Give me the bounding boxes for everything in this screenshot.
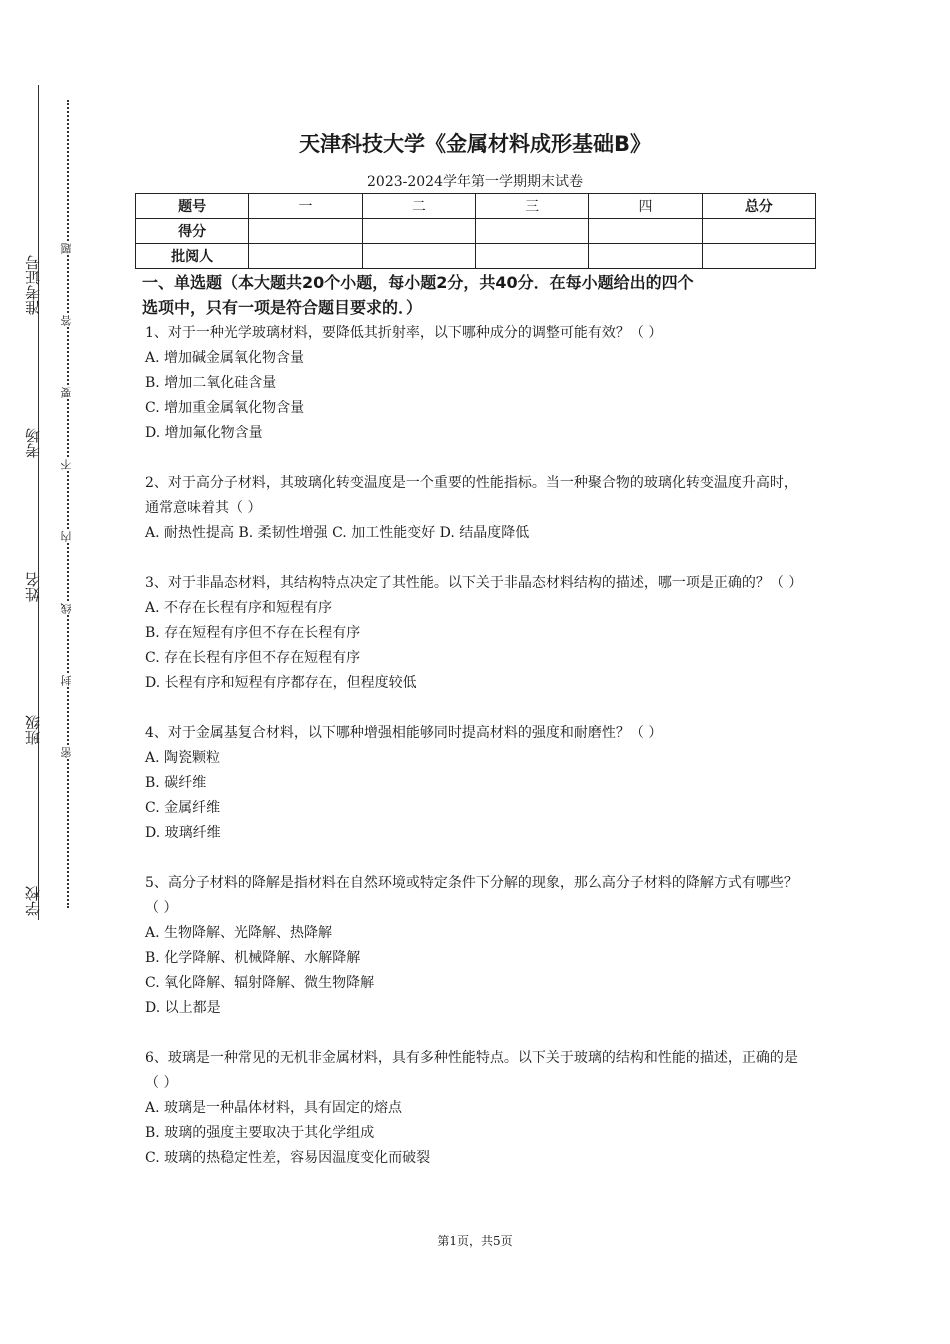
score-row-label: 得分 <box>136 219 249 244</box>
name-label: 姓名 <box>24 572 42 602</box>
seal-char: 要 <box>60 387 76 398</box>
options-inline: A. 耐热性提高 B. 柔韧性增强 C. 加工性能变好 D. 结晶度降低 <box>145 525 530 541</box>
score-row <box>136 219 816 244</box>
exam-number-label: 准考证号 <box>24 255 42 315</box>
option-c: C. 玻璃的热稳定性差，容易因温度变化而破裂 <box>145 1150 431 1166</box>
option-c: C. 金属纤维 <box>145 800 221 816</box>
grader-row <box>136 244 816 269</box>
option-d: D. 长程有序和短程有序都存在，但程度较低 <box>145 675 417 691</box>
score-header-cell: 二 <box>362 194 475 219</box>
question-5 <box>145 871 815 1021</box>
option-c: C. 氧化降解、辐射降解、微生物降解 <box>145 975 375 991</box>
exam-content <box>142 270 815 1171</box>
question-6 <box>145 1046 815 1171</box>
option-d: D. 玻璃纤维 <box>145 825 221 841</box>
question-1 <box>145 321 815 446</box>
binding-margin <box>0 0 110 1344</box>
seal-char: 不 <box>60 459 76 470</box>
option-c: C. 增加重金属氧化物含量 <box>145 400 305 416</box>
option-b: B. 增加二氧化硅含量 <box>145 375 277 391</box>
grader-cell[interactable] <box>362 244 475 269</box>
class-label: 班级 <box>24 715 42 745</box>
grader-cell[interactable] <box>702 244 815 269</box>
question-2 <box>145 471 815 546</box>
school-label: 学校 <box>24 886 42 916</box>
question-stem: 2、对于高分子材料，其玻璃化转变温度是一个重要的性能指标。当一种聚合物的玻璃化转变温度升高时，通常意味着其（ ） <box>145 475 798 516</box>
grader-cell[interactable] <box>249 244 362 269</box>
seal-char: 线 <box>60 603 76 614</box>
binding-solid-line <box>38 85 39 920</box>
question-stem: 5、高分子材料的降解是指材料在自然环境或特定条件下分解的现象，那么高分子材料的降解方式有哪些？（ ） <box>145 875 798 916</box>
exam-title: 天津科技大学《金属材料成形基础B》 <box>298 132 651 156</box>
question-stem: 3、对于非晶态材料，其结构特点决定了其性能。以下关于非晶态材料结构的描述，哪一项是正确的？（ ） <box>145 575 803 591</box>
grader-row-label: 批阅人 <box>136 244 249 269</box>
score-header-cell: 四 <box>589 194 702 219</box>
exam-subtitle: 2023-2024学年第一学期期末试卷 <box>367 174 583 190</box>
option-b: B. 化学降解、机械降解、水解降解 <box>145 950 361 966</box>
grader-cell[interactable] <box>589 244 702 269</box>
option-d: D. 增加氟化物含量 <box>145 425 263 441</box>
score-header-cell: 题号 <box>136 194 249 219</box>
option-b: B. 玻璃的强度主要取决于其化学组成 <box>145 1125 375 1141</box>
seal-char: 答 <box>60 315 76 326</box>
question-stem: 1、对于一种光学玻璃材料，要降低其折射率，以下哪种成分的调整可能有效？（ ） <box>145 325 663 341</box>
score-table-header-row <box>136 194 816 219</box>
option-d: D. 以上都是 <box>145 1000 221 1016</box>
question-4 <box>145 721 815 846</box>
option-a: A. 增加碱金属氧化物含量 <box>145 350 305 366</box>
score-cell[interactable] <box>475 219 588 244</box>
option-b: B. 存在短程有序但不存在长程有序 <box>145 625 361 641</box>
score-header-cell: 总分 <box>702 194 815 219</box>
section-heading-line: 一、单选题（本大题共20个小题，每小题2分，共40分．在每小题给出的四个 <box>142 273 694 292</box>
score-header-cell: 一 <box>249 194 362 219</box>
option-a: A. 陶瓷颗粒 <box>145 750 221 766</box>
option-a: A. 不存在长程有序和短程有序 <box>145 600 333 616</box>
seal-char: 内 <box>60 531 76 542</box>
score-header-cell: 三 <box>475 194 588 219</box>
score-table <box>135 193 816 269</box>
score-cell[interactable] <box>702 219 815 244</box>
option-a: A. 生物降解、光降解、热降解 <box>145 925 333 941</box>
section-heading-line: 选项中，只有一项是符合题目要求的．） <box>142 298 423 317</box>
score-cell[interactable] <box>362 219 475 244</box>
exam-room-label: 考场 <box>24 428 42 458</box>
seal-dotted-line <box>67 100 69 908</box>
seal-char: 密 <box>60 747 76 758</box>
question-stem: 6、玻璃是一种常见的无机非金属材料，具有多种性能特点。以下关于玻璃的结构和性能的描述，正确的是（ ） <box>145 1050 798 1091</box>
page-footer: 第1页，共5页 <box>437 1234 513 1248</box>
grader-cell[interactable] <box>475 244 588 269</box>
option-b: B. 碳纤维 <box>145 775 207 791</box>
seal-char: 题 <box>60 243 76 254</box>
section-heading <box>142 270 815 320</box>
option-c: C. 存在长程有序但不存在短程有序 <box>145 650 361 666</box>
score-cell[interactable] <box>589 219 702 244</box>
question-3 <box>145 571 815 696</box>
option-a: A. 玻璃是一种晶体材料，具有固定的熔点 <box>145 1100 403 1116</box>
score-cell[interactable] <box>249 219 362 244</box>
question-stem: 4、对于金属基复合材料，以下哪种增强相能够同时提高材料的强度和耐磨性？（ ） <box>145 725 663 741</box>
seal-char: 封 <box>60 675 76 686</box>
